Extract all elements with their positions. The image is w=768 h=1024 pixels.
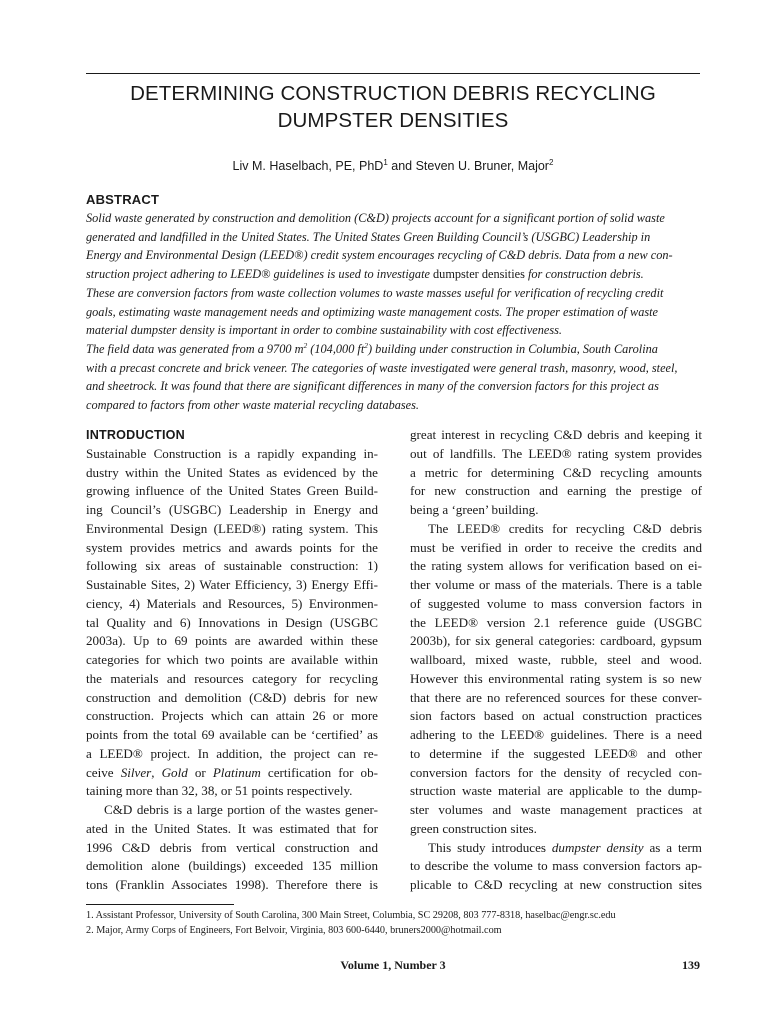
- body-line: green construction sites.: [410, 820, 537, 836]
- body-line: points from the total 69 available can be ‘certified’ as: [86, 727, 378, 742]
- body-line: must be verified in order to receive the credits and: [410, 539, 702, 555]
- author-connector: and: [387, 159, 416, 173]
- body-line: for new construction and earning the prestige of: [410, 483, 702, 499]
- body-line: system provides metrics and awards points for the: [86, 539, 378, 555]
- abstract-line-text: for construction debris.: [524, 267, 644, 282]
- body-line: that there are no referenced sources for these conver-: [410, 689, 702, 705]
- body-line: ther volume or mass of the materials. There is a table: [410, 577, 702, 592]
- body-line: of suggested volume to mass conversion factors in: [410, 595, 702, 611]
- footnote-1: 1. Assistant Professor, University of South Carolina, 300 Main Street, Columbia, SC 29208, 803 777-8318, haselbac@engr.sc.edu: [86, 910, 616, 921]
- abstract-line: [86, 340, 700, 359]
- author-1-footnote-mark: 1: [383, 158, 388, 167]
- body-line: sion factors based on actual construction practices: [410, 708, 702, 724]
- header-rule: [86, 73, 700, 74]
- body-line: Sustainable Sites, 2) Water Efficiency, 3) Energy Effi-: [86, 577, 378, 592]
- abstract-line: These are conversion factors from waste collection volumes to waste masses useful for verification of recycling credit: [86, 285, 664, 300]
- abstract-line: Energy and Environmental Design (LEED®) credit system encourages recycling of C&D debris. Data from a new con-: [86, 248, 673, 263]
- body-line: to describe the volume to mass conversion factors ap-: [410, 858, 702, 874]
- body-line: 1996 C&D debris from vertical construction and: [86, 839, 378, 855]
- body-line: a metric for determining C&D recycling amounts: [410, 464, 702, 480]
- body-line: taining more than 32, 38, or 51 points respectively.: [86, 783, 353, 799]
- right-column: [410, 426, 702, 895]
- superscript: 2: [303, 340, 308, 350]
- abstract-line-text: struction project adhering to LEED® guidelines is used to investigate: [86, 267, 434, 282]
- footnote-rule: [86, 904, 234, 905]
- body-line: plicable to C&D recycling at new construction sites: [410, 877, 702, 892]
- body-line: However this environmental rating system is so new: [410, 670, 702, 686]
- footnote-2: 2. Major, Army Corps of Engineers, Fort Belvoir, Virginia, 803 600-6440, bruners2000@hotmail.com: [86, 924, 502, 936]
- footnotes: [86, 909, 700, 938]
- body-line: ated in the United States. It was estimated that for: [86, 820, 378, 836]
- body-line: 2003b), for six general categories: cardboard, gypsum: [410, 633, 702, 649]
- body-line: the rating system allows for verification based on ei-: [410, 558, 702, 574]
- abstract-line: generated and landfilled in the United States. The United States Green Building Council’s (USGBC) Leadership in: [86, 229, 651, 244]
- left-column: [86, 426, 378, 895]
- abstract-line-text: ) building under construction in Columbia, South Carolina: [368, 341, 658, 356]
- body-line: Sustainable Construction is a rapidly expanding in-: [86, 445, 378, 461]
- body-line: adhering to the LEED® guidelines. There is a need: [410, 727, 702, 742]
- body-line: tal Quality and 6) Innovations in Design (USGBC: [86, 614, 378, 630]
- body-text: ,: [151, 764, 162, 780]
- superscript: 2: [364, 340, 369, 350]
- abstract-line: [86, 265, 700, 284]
- body-line: [86, 764, 378, 783]
- body-line: struction waste material are applicable to the dump-: [410, 783, 702, 799]
- title-line-1: DETERMINING CONSTRUCTION DEBRIS RECYCLING: [130, 82, 656, 105]
- body-line: being a ‘green’ building.: [410, 502, 539, 517]
- title-line-2: DUMPSTER DENSITIES: [277, 109, 509, 132]
- page-footer: [86, 958, 700, 976]
- body-line: the LEED® version 2.1 reference guide (USGBC: [410, 614, 702, 630]
- certification-silver: Silver: [120, 764, 152, 780]
- author-2-footnote-mark: 2: [548, 158, 554, 167]
- introduction-heading: INTRODUCTION: [86, 428, 185, 442]
- certification-platinum: Platinum: [212, 764, 261, 780]
- abstract-heading: ABSTRACT: [86, 192, 160, 207]
- abstract-line-text: (104,000 ft: [307, 341, 365, 356]
- volume-label: Volume 1, Number 3: [340, 958, 446, 972]
- body-line: a LEED® project. In addition, the project can re-: [86, 745, 378, 761]
- body-line: great interest in recycling C&D debris and keeping it: [410, 427, 702, 442]
- abstract-line-text: The field data was generated from a 9700 m: [86, 341, 304, 356]
- body-text: ceive: [86, 764, 121, 780]
- body-line: construction and demolition (C&D) debris for new: [86, 689, 378, 705]
- body-text: as a term: [643, 839, 702, 855]
- abstract-line: with a precast concrete and brick veneer. The categories of waste investigated were general trash, masonry, wood, steel,: [86, 360, 678, 375]
- body-line: 2003a). Up to 69 points are awarded within these: [86, 633, 378, 649]
- body-line: ciency, 4) Materials and Resources, 5) Environmen-: [86, 595, 378, 611]
- body-line: The LEED® credits for recycling C&D debris: [428, 520, 702, 536]
- abstract-line: material dumpster density is important in order to combine sustainability with cost effectiveness.: [86, 323, 562, 338]
- author-2: Steven U. Bruner, Major: [415, 159, 549, 173]
- body-line: tons (Franklin Associates 1998). Therefore there is: [86, 877, 378, 892]
- abstract-line: Solid waste generated by construction and demolition (C&D) projects account for a significant portion of solid waste: [86, 211, 665, 225]
- term-dumpster-density: dumpster density: [551, 839, 644, 855]
- body-line: [410, 839, 702, 858]
- body-line: growing influence of the United States Green Build-: [86, 483, 378, 499]
- body-line: conversion factors for the density of recycled con-: [410, 764, 702, 780]
- certification-gold: Gold: [161, 764, 188, 780]
- author-line: [86, 157, 700, 175]
- body-line: construction. Projects which can attain 26 or more: [86, 708, 378, 724]
- body-line: following six areas of sustainable construction: 1): [86, 558, 378, 574]
- abstract-body: [86, 209, 700, 415]
- body-line: out of landfills. The LEED® rating system provides: [410, 445, 702, 461]
- body-line: dustry within the United States as evidenced by the: [86, 464, 378, 480]
- paper-title: [86, 80, 700, 134]
- body-line: C&D debris is a large portion of the wastes gener-: [104, 802, 378, 817]
- author-1: Liv M. Haselbach, PE, PhD: [232, 159, 384, 173]
- abstract-line: compared to factors from other waste material recycling databases.: [86, 398, 420, 413]
- body-line: wallboard, mixed waste, rubble, steel and wood.: [410, 652, 702, 667]
- abstract-line: goals, estimating waste management needs and optimizing waste management costs. The proper estimation of waste: [86, 304, 658, 319]
- body-line: Environmental Design (LEED®) rating system. This: [86, 520, 378, 536]
- body-line: ing Council’s (USGBC) Leadership in Energy and: [86, 502, 378, 517]
- body-text: certification for ob-: [260, 764, 378, 780]
- body-line: to determine if the suggested LEED® and other: [410, 745, 702, 761]
- body-line: demolition alone (buildings) exceeded 135 million: [86, 858, 378, 874]
- body-line: ster volumes and waste management practices at: [410, 802, 702, 817]
- page-number: 139: [682, 958, 700, 972]
- abstract-upright-term: dumpster densities: [433, 267, 525, 282]
- abstract-line: and sheetrock. It was found that there are significant differences in many of the conversion factors for this project as: [86, 379, 659, 394]
- body-line: the materials and resources category for recycling: [86, 670, 378, 686]
- body-text: or: [187, 764, 213, 780]
- body-text: This study introduces: [428, 839, 552, 855]
- body-line: categories for which two points are available within: [86, 652, 378, 667]
